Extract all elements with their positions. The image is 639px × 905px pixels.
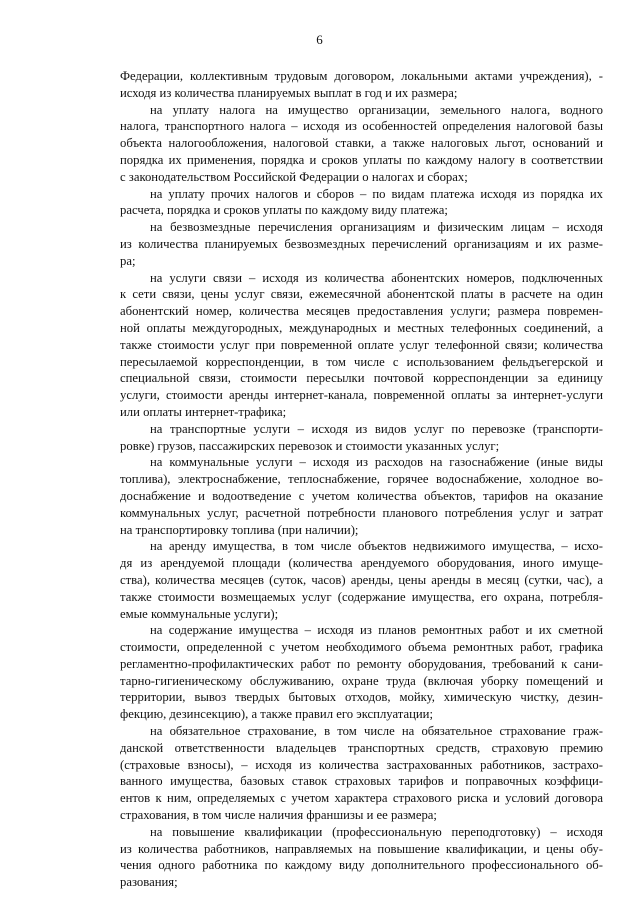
text-line: ентов к ним, определяемых с учетом характера страхового риска и условий договора — [120, 791, 603, 806]
text-line: на содержание имущества – исходя из планов ремонтных работ и их сметной — [150, 623, 603, 638]
text-line: на транспортировку топлива (при наличии); — [120, 522, 359, 537]
paragraph — [120, 270, 603, 421]
text-line: ра; — [120, 253, 136, 268]
text-line: регламентно-профилактических работ по ремонту оборудования, требований к сани- — [120, 656, 603, 671]
text-line: страхования, в том числе наличия франшизы и ее размера; — [120, 808, 437, 823]
paragraph — [120, 68, 603, 102]
text-line: тарно-гигиеническому обслуживанию, охране труда (включая уборку помещений и — [120, 673, 603, 688]
paragraph — [120, 538, 603, 622]
text-line: стоимости, определенной с учетом необходимого объема ремонтных работ, графика — [120, 640, 603, 655]
paragraph — [120, 421, 603, 455]
paragraph — [120, 622, 603, 723]
text-line: территории, вывоз твердых бытовых отходов, мойку, химическую чистку, дезин- — [120, 690, 603, 705]
paragraph — [120, 186, 603, 220]
text-line: на транспортные услуги – исходя из видов услуг по перевозке (транспорти- — [150, 421, 603, 436]
text-line: Федерации, коллективным трудовым договором, локальными актами учреждения), - — [120, 69, 603, 83]
text-line: на услуги связи – исходя из количества абонентских номеров, подключенных — [150, 270, 603, 285]
text-line: к сети связи, цены услуг связи, ежемесячной абонентской платы в расчете на один — [120, 287, 603, 302]
text-line: порядка их применения, порядка и сроков уплаты по каждому налогу в соответствии — [120, 152, 603, 167]
paragraph — [120, 723, 603, 824]
text-line: ной оплаты междугородных, международных и местных телефонных соединений, а — [120, 320, 603, 335]
text-line: чения одного работника по каждому виду дополнительного профессионального об- — [120, 858, 603, 873]
text-line: услуги, стоимости аренды интернет-канала, повременной оплаты за интернет-услуги — [120, 388, 603, 403]
text-line: на уплату прочих налогов и сборов – по видам платежа исходя из порядка их — [150, 186, 603, 201]
text-line: на аренду имущества, в том числе объектов недвижимого имущества, – исхо- — [150, 539, 603, 554]
text-line: из количества работников, направляемых на повышение квалификации, и цены обу- — [120, 841, 603, 856]
text-line: (страховые взносы), – исходя из количества застрахованных работников, застрахо- — [120, 757, 603, 772]
text-line: ванного имущества, базовых ставок страховых тарифов и поправочных коэффици- — [120, 774, 603, 789]
text-line: топлива), электроснабжение, теплоснабжение, горячее водоснабжение, холодное во- — [120, 472, 603, 487]
text-line: дя из арендуемой площади (количества арендуемого оборудования, иного имуще- — [120, 556, 603, 571]
text-line: ства), количества месяцев (суток, часов) аренды, цены аренды в месяц (сутки, час), а — [120, 572, 603, 587]
text-line: также стоимости услуг при повременной оплате услуг телефонной связи; количества — [120, 337, 603, 352]
text-line: также стоимости возмещаемых услуг (содержание имущества, его охрана, потребля- — [120, 589, 603, 604]
text-line: исходя из количества планируемых выплат в год и их размера; — [120, 85, 458, 100]
text-line: специальной связи, стоимости пересылки почтовой корреспонденции за единицу — [120, 371, 603, 386]
text-line: коммунальных услуг, расчетной потребности планового потребления услуг и затрат — [120, 505, 603, 520]
text-line: на повышение квалификации (профессиональную переподготовку) – исходя — [150, 824, 603, 839]
text-line: фекцию, дезинсекцию), а также правил его эксплуатации; — [120, 707, 433, 722]
text-line: или оплаты интернет-трафика; — [120, 404, 287, 419]
text-line: емые коммунальные услуги); — [120, 606, 279, 621]
paragraph — [120, 824, 603, 891]
text-line: из количества планируемых безвозмездных перечислений организациям и их разме- — [120, 236, 603, 251]
text-line: на уплату налога на имущество организации, земельного налога, водного — [150, 102, 603, 117]
text-line: на коммунальные услуги – исходя из расходов на газоснабжение (иные виды — [150, 455, 603, 470]
document-body — [120, 68, 603, 891]
text-line: абонентский номер, количества месяцев предоставления услуги; размера повремен- — [120, 304, 603, 319]
paragraph — [120, 219, 603, 269]
text-line: на безвозмездные перечисления организациям и физическим лицам – исходя — [150, 220, 603, 235]
paragraph — [120, 102, 603, 186]
page-number: 6 — [316, 32, 323, 47]
text-line: расчета, порядка и сроков уплаты по каждому виду платежа; — [120, 203, 448, 218]
text-line: ровке) грузов, пассажирских перевозок и стоимости указанных услуг; — [120, 438, 500, 453]
text-line: налога, транспортного налога – исходя из особенностей определения налоговой базы — [120, 119, 603, 134]
text-line: с законодательством Российской Федерации о налогах и сборах; — [120, 169, 468, 184]
text-line: объекта налогообложения, налоговой ставки, а также налоговых льгот, оснований и — [120, 136, 603, 151]
paragraph — [120, 454, 603, 538]
text-line: доснабжение и водоотведение с учетом количества объектов, тарифов на оказание — [120, 488, 603, 503]
text-line: пересылаемой корреспонденции, в том числе с использованием фельдъегерской и — [120, 354, 603, 369]
text-line: на обязательное страхование, в том числе на обязательное страхование граж- — [150, 724, 603, 739]
text-line: данской ответственности владельцев транспортных средств, страховую премию — [120, 740, 603, 755]
text-line: разования; — [120, 875, 178, 890]
